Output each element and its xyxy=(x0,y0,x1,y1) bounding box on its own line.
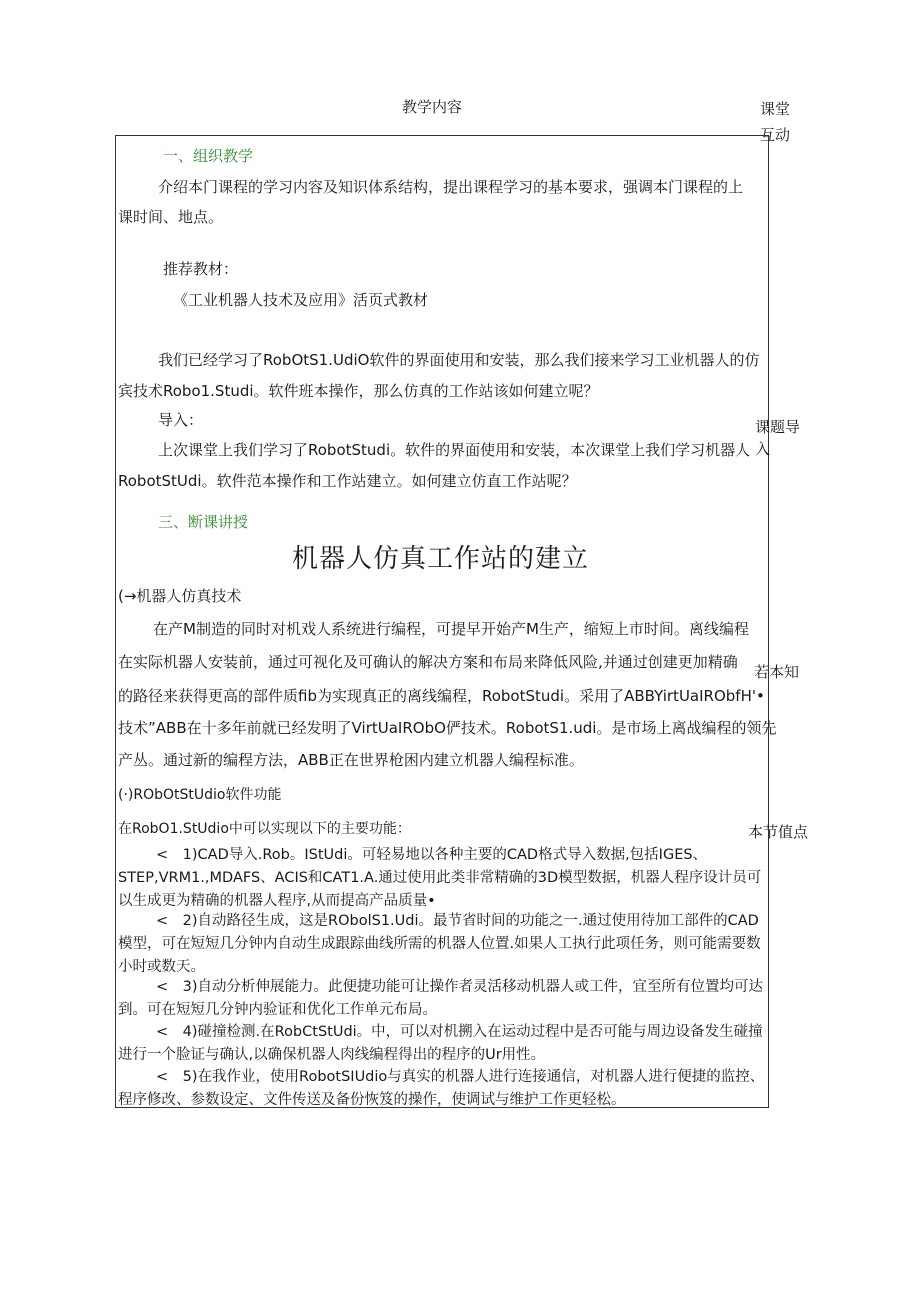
lesson-main-title: 机器人仿真工作站的建立 xyxy=(292,544,590,574)
lead-in-label: 导入： xyxy=(158,411,204,429)
function-item-reach-analysis: < 3)自动分析伸展能力。此便捷功能可让操作者灵活移动机器人或工件，宜至所有位置均可达到。可在短短几分钟内验证和优化工作单元布局。 xyxy=(118,979,764,1018)
function-item-auto-path: < 2)自动路径生成，这是RObolS1.Udi。最节省时间的功能之一.通过使用待加工部件的CAD模型，可在短短几分钟内自动生成跟踪曲线所需的机器人位置.如果人工执行此项任务，则可能需要数小时或数天。 xyxy=(118,913,761,975)
part1-line-1: 在产M制造的同时对机戏人系统进行编程，可提早开始产M生产，缩短上市时间。离线编程 xyxy=(153,620,749,638)
content-column-header: 教学内容 xyxy=(402,98,463,116)
part1-line-5: 产丛。通过新的编程方法，ABB正在世界枪困内建立机器人编程标准。 xyxy=(118,751,584,769)
lead-in-line-2: RobotStUdi。软件范本操作和工作站建立。如何建立仿直工作站呢？ xyxy=(118,472,577,490)
part1-line-3: 的路径来获得更高的部件质fib为实现真正的离线编程，RobotStudi。采用了ABBYirtUaIRObfH'• xyxy=(118,687,765,705)
course-intro-line-1: 介绍本门课程的学习内容及知识体系结构，提出课程学习的基本要求，强调本门课程的上 xyxy=(158,178,744,196)
side-label-value-point: 本节值点 xyxy=(748,823,809,841)
interaction-column-header: 课堂互动 xyxy=(760,100,791,144)
part1-line-4: 技术”ABB在十多年前就已经发明了VirtUaIRObO俨技术。RobotS1.udi。是市场上离战编程的领先 xyxy=(118,719,777,737)
side-label-lesson-intro: 课题导入 xyxy=(755,418,801,458)
function-item-collision-detection: < 4)碰撞检测.在RobCtStUdi。中，可以对机搠入在运动过程中是否可能与周边设备发生碰撞进行一个脸证与确认,以确保机器人肉线编程得出的程序的Ur用性。 xyxy=(118,1024,763,1063)
part2-heading: (·)RObOtStUdio软件功能 xyxy=(118,787,282,803)
part1-line-2: 在实际机器人安装前，通过可视化及可确认的解决方案和布局来降低风险,并通过创建更加精确 xyxy=(118,653,738,671)
section-heading-organize: 一、组织教学 xyxy=(163,147,254,165)
function-item-online-operation: < 5)在我作业，使用RobotSIUdio与真实的机器人进行连接通信，对机器人进行便捷的监控、程序修改、参数设定、文件传送及备份恢笈的操作，使调试与维护工作更轻松。 xyxy=(118,1069,765,1108)
lead-in-line-1: 上次课堂上我们学习了RobotStudi。软件的界面使用和安装，本次课堂上我们学习机器人 xyxy=(158,441,751,459)
textbook-name: 《工业机器人技术及应用》活页式教材 xyxy=(173,291,429,309)
function-item-cad-import: < 1)CAD导入.Rob。IStUdi。可轻易地以各种主要的CAD格式导入数据,包括IGES、STEP,VRM1.,MDAFS、ACIS和CAT1.A.通过使用此类非常精确的3D模型数据，机器人程序设计员可以生成更为精确的机器人程序,从而提高产品质量• xyxy=(118,847,762,909)
part1-heading: (→机器人仿真技术 xyxy=(118,587,242,605)
part2-lead: 在RobO1.StUdio中可以实现以下的主要功能： xyxy=(118,821,411,837)
textbook-label: 推荐教材： xyxy=(163,260,239,278)
review-line-2: 宾技术Robo1.Studi。软件班本操作，那么仿真的工作站该如何建立呢？ xyxy=(118,382,599,400)
course-intro-line-2: 课时间、地点。 xyxy=(118,208,224,226)
section-heading-lecture: 三、断课讲授 xyxy=(158,513,249,531)
side-label-knowledge: 若本知 xyxy=(754,663,800,681)
review-line-1: 我们已经学习了RobOtS1.UdiO软件的界面使用和安装，那么我们接来学习工业机器人的仿 xyxy=(158,351,760,369)
